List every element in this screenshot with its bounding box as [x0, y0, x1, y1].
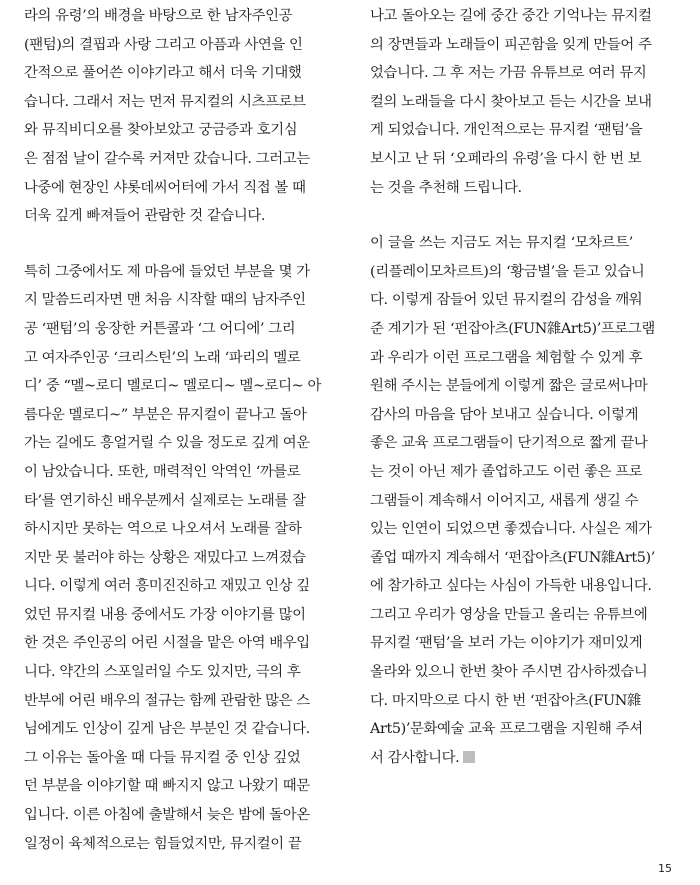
text-line: 디’ 중 “멜~로디 멜로디~ 멜로디~ 멜~로디~ 아 [24, 378, 321, 395]
paragraph-gap [24, 231, 322, 258]
right-paragraph-1 [370, 2, 668, 202]
text-line: 에 참가하고 싶다는 사심이 가득한 내용입니다. [370, 578, 652, 595]
text-line: 올라와 있으니 한번 찾아 주시면 감사하겠습니 [370, 664, 648, 681]
text-line: (리플레이모차르트)의 ‘황금별’을 듣고 있습니 [370, 263, 645, 280]
right-column [370, 2, 668, 772]
text-line: 나중에 현장인 샤롯데씨어터에 가서 직접 볼 때 [24, 179, 306, 196]
text-line: 있는 인연이 되었으면 좋겠습니다. 사실은 제가 [370, 521, 652, 538]
text-line: 컬의 노래들을 다시 찾아보고 듣는 시간을 보내 [370, 93, 652, 110]
text-line: 는 것을 추천해 드립니다. [370, 179, 522, 196]
left-paragraph-2 [24, 258, 322, 858]
text-line: 타’를 연기하신 배우분께서 실제로는 노래를 잘 [24, 492, 306, 509]
text-line: 뮤지컬 ‘팬텀’을 보러 가는 이야기가 재미있게 [370, 635, 643, 652]
text-line: Art5)’문화예술 교육 프로그램을 지원해 주셔 [370, 721, 643, 738]
text-line: 다. 이렇게 잠들어 있던 뮤지컬의 감성을 깨워 [370, 292, 643, 309]
text-line: 지 말씀드리자면 맨 처음 시작할 때의 남자주인 [24, 292, 306, 309]
text-line-content: 서 감사합니다. [370, 749, 460, 766]
text-line: 름다운 멜로디~” 부분은 뮤지컬이 끝나고 돌아 [24, 406, 307, 423]
text-line: 입니다. 이른 아침에 출발해서 늦은 밤에 돌아온 [24, 807, 310, 824]
text-line: 고 여자주인공 ‘크리스틴’의 노래 ‘파리의 멜로 [24, 349, 301, 366]
text-line: 한 것은 주인공의 어린 시절을 맡은 아역 배우입 [24, 635, 310, 652]
text-line: 간적으로 풀어쓴 이야기라고 해서 더욱 기대했 [24, 65, 302, 82]
text-line: 일정이 육체적으로는 힘들었지만, 뮤지컬이 끝 [24, 835, 302, 852]
end-of-article-square-icon [463, 751, 475, 763]
text-line: 그 이유는 돌아올 때 다들 뮤지컬 중 인상 깊었 [24, 749, 301, 766]
text-line: 공 ‘팬텀’의 웅장한 커튼콜과 ‘그 어디에’ 그리 [24, 320, 296, 337]
text-line: 반부에 어린 배우의 절규는 함께 관람한 많은 스 [24, 692, 310, 709]
text-line: 그리고 우리가 영상을 만들고 올리는 유튜브에 [370, 606, 648, 623]
text-line: 지만 못 불러야 하는 상황은 재밌다고 느껴졌습 [24, 549, 306, 566]
text-line: 이 글을 쓰는 지금도 저는 뮤지컬 ‘모차르트’ [370, 235, 633, 252]
text-line: 게 되었습니다. 개인적으로는 뮤지컬 ‘팬텀’을 [370, 122, 643, 139]
page-number: 15 [658, 862, 672, 875]
text-line: 나고 돌아오는 길에 중간 중간 기억나는 뮤지컬 [370, 8, 652, 24]
text-line: 은 점점 날이 갈수록 커져만 갔습니다. 그러고는 [24, 150, 310, 167]
text-line: 졸업 때까지 계속해서 ‘펀잡아츠(FUN雜Art5)’ [370, 549, 655, 566]
text-line: 라의 유령’의 배경을 바탕으로 한 남자주인공 [24, 8, 293, 24]
text-line: 니다. 이렇게 여러 흥미진진하고 재밌고 인상 깊 [24, 578, 310, 595]
paragraph-gap [370, 202, 668, 229]
text-line: 는 것이 아닌 제가 졸업하고도 이런 좋은 프로 [370, 463, 643, 480]
text-line: 던 부분을 이야기할 때 빠지지 않고 나왔기 때문 [24, 778, 310, 795]
text-line: 다. 마지막으로 다시 한 번 ‘펀잡아츠(FUN雜 [370, 692, 641, 709]
text-line: 의 장면들과 노래들이 피곤함을 잊게 만들어 주 [370, 36, 652, 53]
text-line: 와 뮤직비디오를 찾아보았고 궁금증과 호기심 [24, 122, 298, 139]
right-paragraph-2 [370, 229, 668, 772]
text-line: 좋은 교육 프로그램들이 단기적으로 짧게 끝나 [370, 435, 648, 452]
text-line: 님에게도 인상이 깊게 남은 부분인 것 같습니다. [24, 721, 310, 738]
text-line: 원해 주시는 분들에게 이렇게 짧은 글로써나마 [370, 378, 648, 395]
left-column [24, 2, 322, 858]
text-line: 그램들이 계속해서 이어지고, 새롭게 생길 수 [370, 492, 639, 509]
last-text-line [370, 744, 668, 773]
text-line: 감사의 마음을 담아 보내고 싶습니다. 이렇게 [370, 406, 639, 423]
text-line: 었던 뮤지컬 내용 중에서도 가장 이야기를 많이 [24, 606, 306, 623]
text-line: 보시고 난 뒤 ‘오페라의 유령’을 다시 한 번 보 [370, 150, 642, 167]
text-line: 이 남았습니다. 또한, 매력적인 악역인 ‘까를로 [24, 463, 301, 480]
text-line: 습니다. 그래서 저는 먼저 뮤지컬의 시츠프로브 [24, 93, 306, 110]
left-paragraph-1 [24, 2, 322, 231]
text-line: 하시지만 못하는 역으로 나오셔서 노래를 잘하 [24, 521, 302, 538]
text-line: 니다. 약간의 스포일러일 수도 있지만, 극의 후 [24, 664, 301, 681]
text-line: 더욱 깊게 빠져들어 관람한 것 같습니다. [24, 208, 266, 225]
text-line: (팬텀)의 결핍과 사랑 그리고 아픔과 사연을 인 [24, 36, 303, 53]
text-line: 특히 그중에서도 제 마음에 들었던 부분을 몇 가 [24, 263, 310, 280]
text-line: 었습니다. 그 후 저는 가끔 유튜브로 여러 뮤지 [370, 65, 647, 82]
text-line: 과 우리가 이런 프로그램을 체험할 수 있게 후 [370, 349, 643, 366]
text-line: 준 계기가 된 ‘펀잡아츠(FUN雜Art5)’프로그램 [370, 320, 655, 337]
text-line: 가는 길에도 흥얼거릴 수 있을 정도로 깊게 여운 [24, 435, 310, 452]
